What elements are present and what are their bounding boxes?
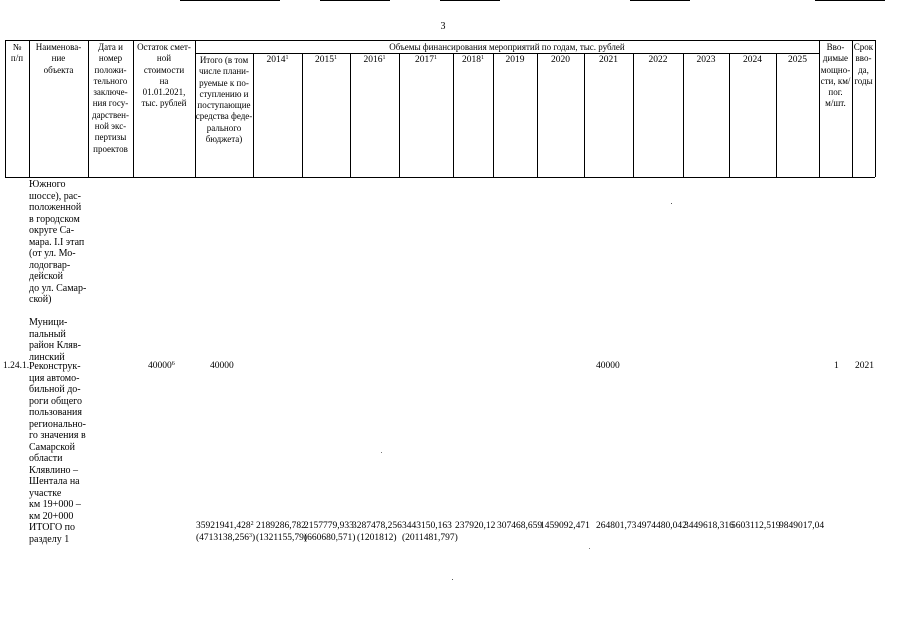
col-header-year-2025	[776, 55, 819, 66]
column-divider	[399, 53, 400, 177]
year-label: 2024	[743, 55, 762, 65]
continued-object-name: Южного шоссе), рас- положенной в городском округе Са- мара. I.I этап (от ул. Мо- лодогвар- дейской до ул. Самар- ской)	[29, 179, 87, 305]
year-label: 2018	[462, 55, 481, 65]
row-number: 1.24.1.	[3, 361, 30, 371]
row-total: 40000	[210, 361, 234, 371]
top-edge-mark	[630, 0, 690, 1]
totals-2017: 3443150,163	[402, 521, 452, 531]
totals-2021: 264801,73	[596, 521, 637, 531]
column-divider	[683, 53, 684, 177]
column-divider	[350, 53, 351, 177]
row-term: 2021	[855, 361, 874, 371]
totals-2024: 5603112,519	[731, 521, 781, 531]
column-divider	[584, 53, 585, 177]
col-header-year-2016	[350, 55, 399, 66]
top-edge-mark	[815, 0, 885, 1]
col-header-total: Итого (в том числе плани- руемые к по- ступлению и поступающие средства феде- рального бюджета)	[195, 55, 253, 145]
top-edge-mark	[320, 0, 390, 1]
year-label: 2016	[363, 55, 383, 65]
col-header-year-2018	[453, 55, 493, 66]
column-divider	[729, 53, 730, 177]
year-label: 2017	[415, 55, 434, 65]
year-footnote-mark: 1	[481, 55, 484, 61]
row-capacity: 1	[834, 361, 839, 371]
totals-2025: 9849017,04	[779, 521, 825, 531]
scan-speck	[452, 579, 453, 580]
scan-speck	[381, 452, 382, 453]
year-label: 2014	[266, 55, 286, 65]
year-label: 2015	[315, 55, 334, 65]
col-header-year-2017	[399, 55, 453, 66]
totals-2023: 3449618,316	[684, 521, 734, 531]
column-divider	[253, 53, 254, 177]
funding-group-header: Объемы финансирования мероприятий по годам, тыс. рублей	[389, 42, 625, 52]
column-divider	[493, 53, 494, 177]
col-header-year-2020	[537, 55, 584, 66]
totals-2016-federal: (1201812)	[357, 533, 397, 543]
totals-label: ИТОГО по разделу 1	[29, 522, 76, 545]
col-header-name: Наименова- ние объекта	[35, 42, 82, 75]
year-label: 2020	[551, 55, 570, 65]
totals-total-federal: (4713138,256$^3$)	[196, 533, 256, 543]
col-header-year-2022	[633, 55, 683, 66]
year-label: 2021	[599, 55, 618, 65]
column-divider	[776, 53, 777, 177]
year-footnote-mark: 1	[382, 55, 386, 61]
row-object-name: Реконструк- ция автомо- бильной до- роги общего пользования регионально- го значения в Самарской области Клявлино – Шентала на участке км 19+000 – км 20+000	[29, 361, 87, 522]
col-header-capacity: Вво- димые мощно- сти, км/ пог. м/шт.	[820, 42, 851, 109]
column-divider	[875, 40, 876, 177]
col-header-year-2019	[493, 55, 537, 66]
col-header-year-2021	[584, 55, 633, 66]
col-header-num: № п/п	[10, 42, 24, 64]
year-label: 2025	[788, 55, 807, 65]
totals-2020: 1459092,471	[540, 521, 590, 531]
year-footnote-mark: 1	[285, 55, 289, 61]
scan-speck	[589, 548, 590, 549]
totals-2016: 3287478,256	[352, 521, 402, 531]
column-divider	[453, 53, 454, 177]
page-number: 3	[440, 21, 446, 32]
col-header-year-2024	[729, 55, 776, 66]
totals-2014-federal: (1321155,79)	[256, 533, 308, 543]
year-footnote-mark: 1	[334, 55, 337, 61]
municipality-heading: Муници- пальный район Кляв- линский	[29, 317, 81, 363]
col-header-date: Дата и номер положи- тельного заключе- ния госу- дарствен- ной экс- пертизы проектов	[91, 42, 129, 154]
col-header-year-2023	[683, 55, 729, 66]
scan-speck	[671, 203, 672, 204]
year-label: 2019	[505, 55, 525, 65]
header-top-border	[5, 40, 875, 41]
totals-2014: 2189286,782	[256, 521, 306, 531]
totals-2018: 237920,12	[455, 521, 496, 531]
column-divider	[302, 53, 303, 177]
column-divider	[537, 53, 538, 177]
column-divider	[633, 53, 634, 177]
col-header-balance: Остаток смет- ной стоимости на 01.01.2021, тыс. рублей	[137, 42, 191, 109]
totals-total: 35921941,428$^2$	[196, 521, 254, 531]
totals-2019: 307468,659	[497, 521, 543, 531]
year-label: 2022	[648, 55, 668, 65]
col-header-term: Срок вво- да, годы	[853, 42, 874, 86]
row-2021: 40000	[596, 361, 620, 371]
totals-2015: 2157779,933	[304, 521, 354, 531]
top-edge-mark	[180, 0, 280, 1]
year-label: 2023	[696, 55, 716, 65]
col-header-year-2015	[302, 55, 350, 66]
year-footnote-mark: 1	[434, 55, 437, 61]
totals-2015-federal: (660680,571)	[304, 533, 356, 543]
col-header-year-2014	[253, 55, 302, 66]
totals-2022: 4974480,042	[637, 521, 687, 531]
row-balance: 40000$^6$	[148, 361, 175, 371]
totals-2017-federal: (2011481,797)	[402, 533, 458, 543]
header-bottom-border	[5, 177, 875, 178]
top-edge-mark	[440, 0, 500, 1]
